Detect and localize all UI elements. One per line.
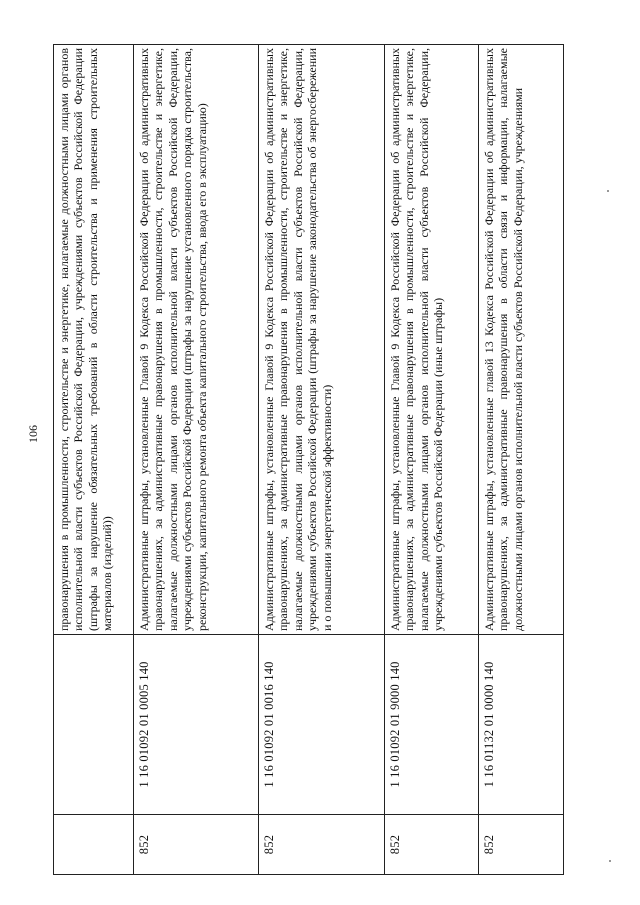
kbk-code-cell: 1 16 01092 01 0016 140 (259, 635, 385, 815)
description-cell: Административные штрафы, установленные главой 13 Кодекса Российской Федерации об административных правонарушениях, за административные правонарушения в области связи и информации, налагаемые должностными лицами органов исполнительной власти субъектов Российской Федерации, учреждениями (479, 45, 564, 635)
description-cell: Административные штрафы, установленные Главой 9 Кодекса Российской Федерации об административных правонарушениях, за административные правонарушения в промышленности, строительстве и энергетике, налагаемые должностными лицами органов исполнительной власти субъектов Российской Федерации, учреждениями субъектов Российской Федерации (штрафы за нарушение установленного порядка строительства, реконструкции, капитального ремонта объекта капитального строительства, ввода его в эксплуатацию) (134, 45, 259, 635)
admin-code-cell: 852 (134, 815, 259, 875)
table-row (259, 45, 385, 875)
admin-code-cell (54, 815, 134, 875)
table-row (479, 45, 564, 875)
kbk-code-cell: 1 16 01092 01 0005 140 (134, 635, 259, 815)
description-cell: Административные штрафы, установленные Главой 9 Кодекса Российской Федерации об административных правонарушениях, за административные правонарушения в промышленности, строительстве и энергетике, налагаемые должностными лицами органов исполнительной власти субъектов Российской Федерации, учреждениями субъектов Российской Федерации (иные штрафы) (385, 45, 479, 635)
table-row (134, 45, 259, 875)
table-row (385, 45, 479, 875)
scan-speck (607, 190, 609, 192)
kbk-code-cell (54, 635, 134, 815)
description-cell: правонарушения в промышленности, строительстве и энергетике, налагаемые должностными лицами органов исполнительной власти субъектов Российской Федерации, учреждениями субъектов Российской Федерации (штрафы за нарушение обязательных требований в области строительства и применения строительных материалов (изделий)) (54, 45, 134, 635)
scan-speck (609, 860, 611, 862)
kbk-code-cell: 1 16 01092 01 9000 140 (385, 635, 479, 815)
kbk-code-cell: 1 16 01132 01 0000 140 (479, 635, 564, 815)
page-number: 106 (26, 425, 40, 443)
admin-code-cell: 852 (479, 815, 564, 875)
admin-code-cell: 852 (385, 815, 479, 875)
description-cell: Административные штрафы, установленные Главой 9 Кодекса Российской Федерации об административных правонарушениях, за административные правонарушения в промышленности, строительстве и энергетике, налагаемые должностными лицами органов исполнительной власти субъектов Российской Федерации, учреждениями субъектов Российской Федерации (штрафы за нарушение законодательства об энергосбережении и о повышении энергетической эффективности) (259, 45, 385, 635)
table-row (54, 45, 134, 875)
admin-code-cell: 852 (259, 815, 385, 875)
rotated-table-container (53, 45, 563, 875)
budget-codes-table (53, 44, 564, 875)
